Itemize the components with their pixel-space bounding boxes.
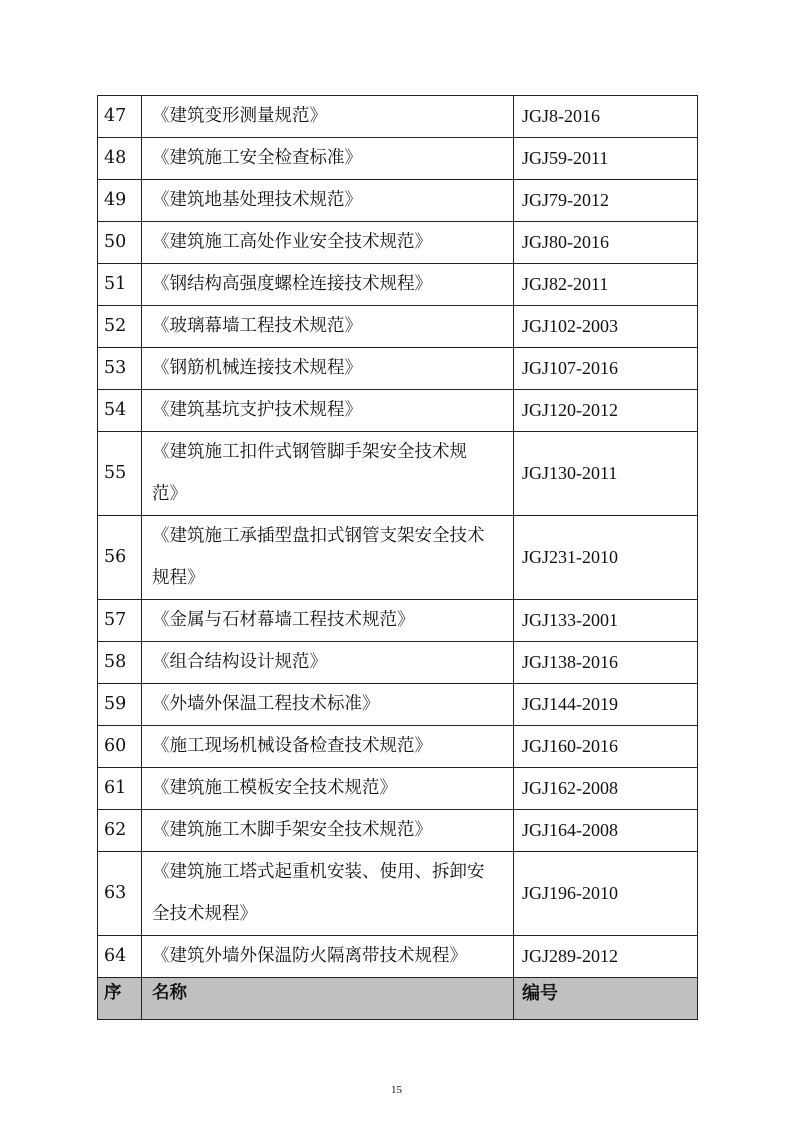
table-row [98,810,698,852]
standard-name: 《建筑外墙外保温防火隔离带技术规程》 [142,936,514,978]
row-number: 55 [98,432,142,516]
standard-code: JGJ120-2012 [514,390,698,432]
table-row [98,96,698,138]
standard-name: 《建筑地基处理技术规范》 [142,180,514,222]
standard-code: JGJ162-2008 [514,768,698,810]
standard-name: 《建筑施工木脚手架安全技术规范》 [142,810,514,852]
standard-code: JGJ144-2019 [514,684,698,726]
table-row [98,306,698,348]
standard-code: JGJ138-2016 [514,642,698,684]
standard-code: JGJ82-2011 [514,264,698,306]
row-number: 47 [98,96,142,138]
table-row [98,432,698,516]
row-number: 52 [98,306,142,348]
table-header-row [98,978,698,1020]
row-number: 61 [98,768,142,810]
standard-name: 《建筑施工扣件式钢管脚手架安全技术规 范》 [142,432,514,516]
standard-code: JGJ80-2016 [514,222,698,264]
table-row [98,642,698,684]
table-row [98,684,698,726]
standard-name: 《外墙外保温工程技术标准》 [142,684,514,726]
standard-name: 《建筑施工承插型盘扣式钢管支架安全技术 规程》 [142,516,514,600]
table-row [98,768,698,810]
row-number: 64 [98,936,142,978]
row-number: 57 [98,600,142,642]
row-number: 51 [98,264,142,306]
standards-table-container [97,95,697,1020]
row-number: 62 [98,810,142,852]
table-row [98,138,698,180]
table-row [98,600,698,642]
standard-name: 《金属与石材幕墙工程技术规范》 [142,600,514,642]
standards-table [97,95,698,1020]
standard-code: JGJ289-2012 [514,936,698,978]
row-number: 48 [98,138,142,180]
row-number: 58 [98,642,142,684]
table-row [98,264,698,306]
row-number: 60 [98,726,142,768]
table-row [98,390,698,432]
standard-code: JGJ8-2016 [514,96,698,138]
standard-name: 《建筑施工高处作业安全技术规范》 [142,222,514,264]
standard-code: JGJ130-2011 [514,432,698,516]
standard-code: JGJ79-2012 [514,180,698,222]
row-number: 56 [98,516,142,600]
standard-code: JGJ133-2001 [514,600,698,642]
standard-name: 《建筑施工安全检查标准》 [142,138,514,180]
standard-name: 《施工现场机械设备检查技术规范》 [142,726,514,768]
row-number: 54 [98,390,142,432]
standard-name: 《建筑基坑支护技术规程》 [142,390,514,432]
header-num: 序 [98,978,142,1020]
standard-code: JGJ107-2016 [514,348,698,390]
table-row [98,516,698,600]
row-number: 63 [98,852,142,936]
row-number: 59 [98,684,142,726]
header-code: 编号 [514,978,698,1020]
page-number: 15 [391,1084,402,1096]
standard-code: JGJ102-2003 [514,306,698,348]
table-row [98,936,698,978]
row-number: 53 [98,348,142,390]
table-row [98,222,698,264]
standard-code: JGJ160-2016 [514,726,698,768]
standard-code: JGJ164-2008 [514,810,698,852]
row-number: 49 [98,180,142,222]
standard-name: 《钢筋机械连接技术规程》 [142,348,514,390]
row-number: 50 [98,222,142,264]
header-name: 名称 [142,978,514,1020]
standard-code: JGJ231-2010 [514,516,698,600]
standard-name: 《建筑变形测量规范》 [142,96,514,138]
table-row [98,852,698,936]
standard-name: 《组合结构设计规范》 [142,642,514,684]
standard-code: JGJ59-2011 [514,138,698,180]
standard-name: 《建筑施工模板安全技术规范》 [142,768,514,810]
table-row [98,348,698,390]
standard-code: JGJ196-2010 [514,852,698,936]
table-body [98,96,698,1020]
table-row [98,180,698,222]
standard-name: 《建筑施工塔式起重机安装、使用、拆卸安 全技术规程》 [142,852,514,936]
standard-name: 《玻璃幕墙工程技术规范》 [142,306,514,348]
standard-name: 《钢结构高强度螺栓连接技术规程》 [142,264,514,306]
table-row [98,726,698,768]
